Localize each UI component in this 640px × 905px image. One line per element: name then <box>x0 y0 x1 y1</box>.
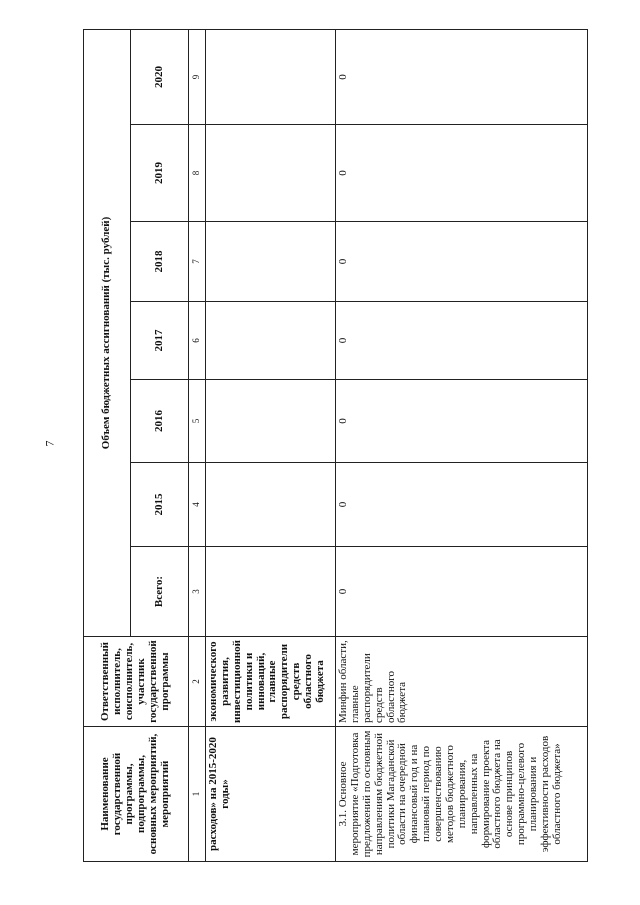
value-2015: 0 <box>336 463 588 547</box>
value-2019: 0 <box>336 125 588 222</box>
header-year-2015: 2015 <box>131 463 189 547</box>
column-number: 2 <box>189 637 206 727</box>
value-2020: 0 <box>336 29 588 124</box>
rotated-budget-table-container <box>83 30 588 862</box>
table-row-main-activity-3-1 <box>336 29 588 861</box>
column-number: 5 <box>189 380 206 463</box>
header-program-name: Наименование государственной программы, подпрограммы, основных мероприятий, мероприятий <box>84 727 189 862</box>
table-row-program-total <box>206 29 336 861</box>
value-2018: 0 <box>336 222 588 302</box>
header-year-2018: 2018 <box>131 222 189 302</box>
budget-allocation-table <box>83 29 588 862</box>
document-sheet <box>83 30 588 862</box>
page-number: 7 <box>42 440 57 447</box>
column-number: 1 <box>189 727 206 862</box>
header-budget-volume: Объем бюджетных ассигнований (тыс. рублей) <box>84 29 131 636</box>
header-year-2017: 2017 <box>131 302 189 380</box>
value-2020 <box>206 29 336 124</box>
header-executor: Ответственный исполнитель, соисполнитель, участник государственной программы <box>84 637 189 727</box>
value-2018 <box>206 222 336 302</box>
header-total: Всего: <box>131 547 189 637</box>
value-total: 0 <box>336 547 588 637</box>
column-number: 6 <box>189 302 206 380</box>
column-numbering-row <box>189 29 206 861</box>
value-2016 <box>206 380 336 463</box>
header-year-2020: 2020 <box>131 29 189 124</box>
header-year-2016: 2016 <box>131 380 189 463</box>
header-year-2019: 2019 <box>131 125 189 222</box>
column-number: 9 <box>189 29 206 124</box>
column-number: 3 <box>189 547 206 637</box>
row-executor: экономического развития, инвестиционной политики и инноваций, главные распорядители средств областного бюджета <box>206 637 336 727</box>
column-number: 4 <box>189 463 206 547</box>
column-number: 7 <box>189 222 206 302</box>
value-2017 <box>206 302 336 380</box>
row-program-name: расходов» на 2015-2020 годы» <box>206 727 336 862</box>
value-2019 <box>206 125 336 222</box>
value-2017: 0 <box>336 302 588 380</box>
column-number: 8 <box>189 125 206 222</box>
value-2016: 0 <box>336 380 588 463</box>
value-total <box>206 547 336 637</box>
row-executor: Минфин области, главные распорядители средств областного бюджета <box>336 637 588 727</box>
row-activity-name: 3.1. Основное мероприятие «Подготовка предложений по основным направлениям бюджетной политики Магаданской области на очередной финансовый год и на плановый период по совершенствованию методов бюджетного планирования, направленных на формирование проекта областного бюджета на основе принципов программно-целевого планирования и эффективности расходов областного бюджета» <box>336 727 588 862</box>
value-2015 <box>206 463 336 547</box>
header-row-top <box>84 29 131 861</box>
